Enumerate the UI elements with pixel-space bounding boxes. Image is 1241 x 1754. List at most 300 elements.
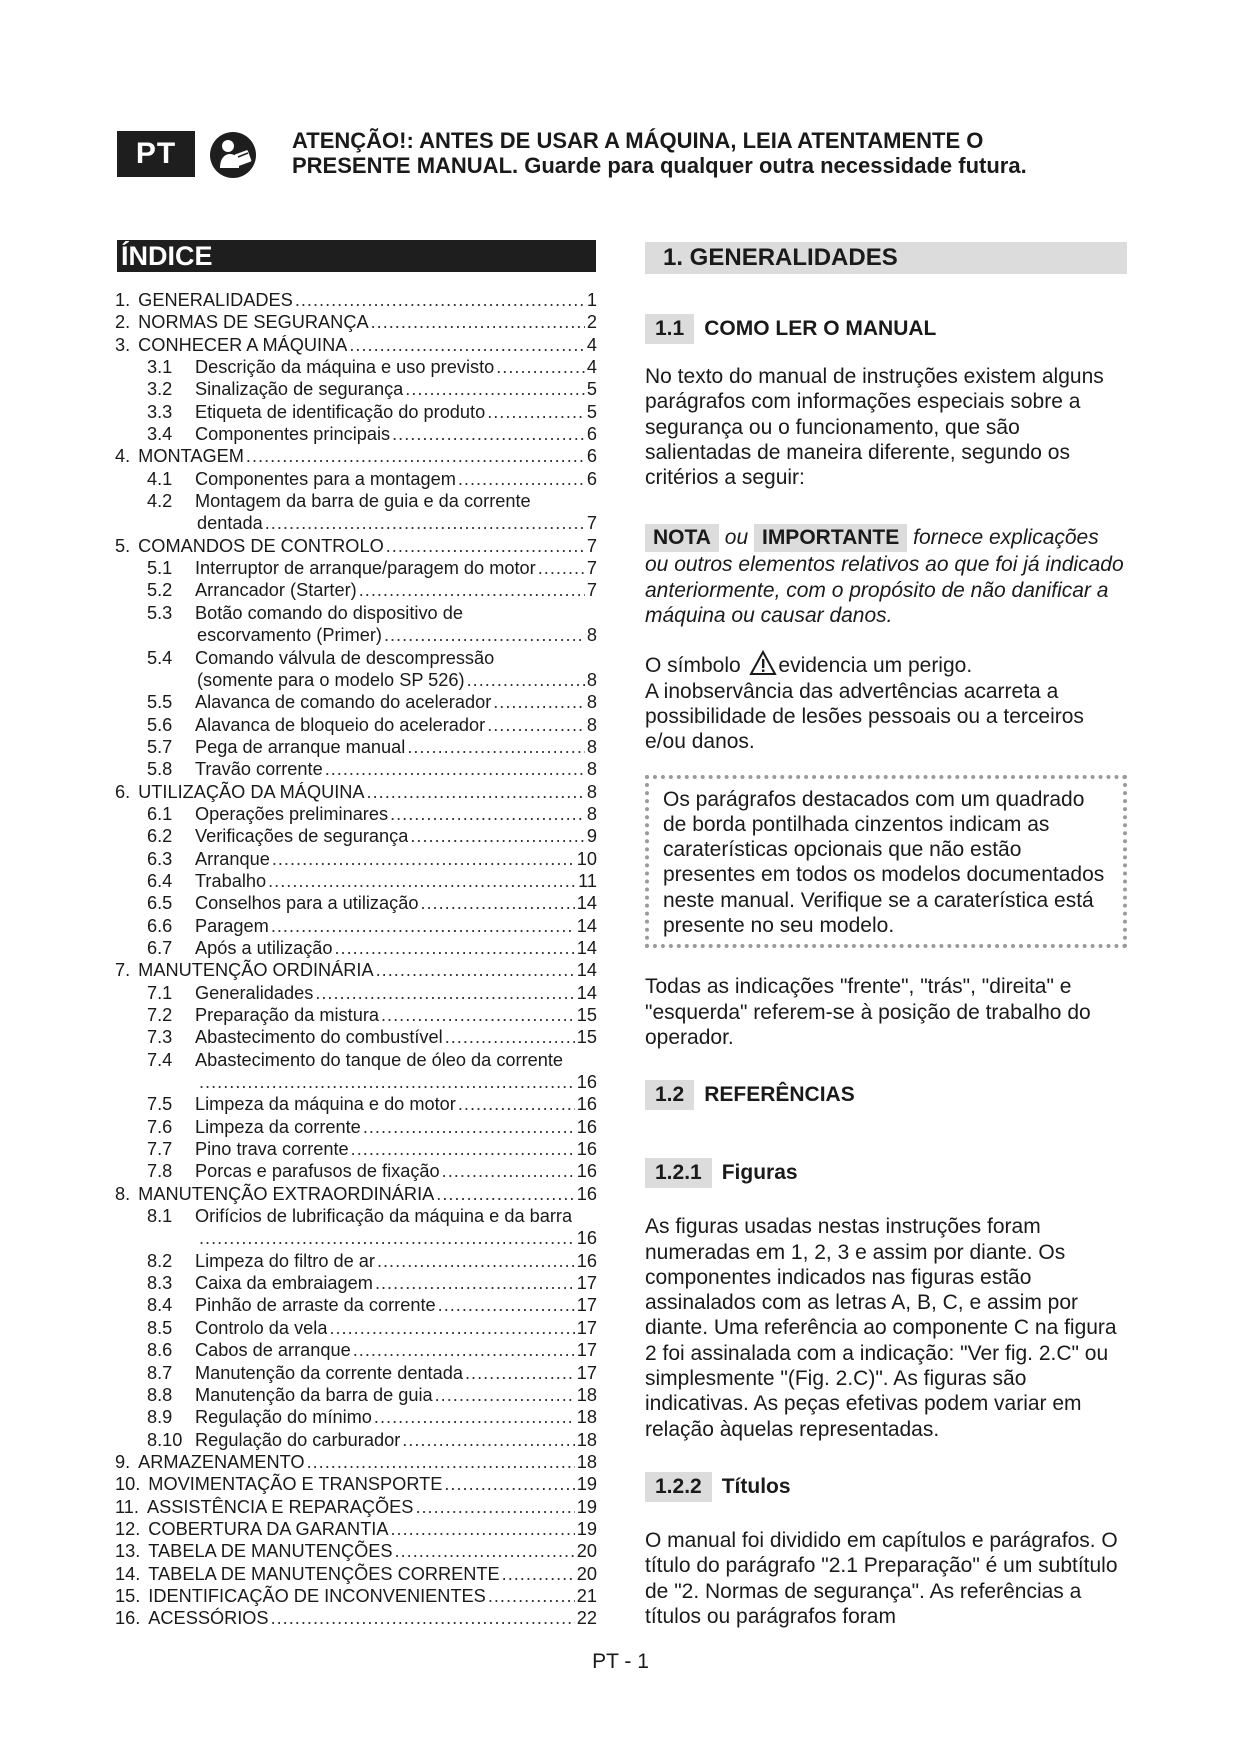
toc-entry-page: 5 — [586, 401, 597, 422]
toc-entry-number: 3.1 — [147, 357, 173, 378]
toc-leader-dots — [272, 848, 575, 870]
subsection-number: 1.2.1 — [645, 1158, 712, 1188]
subsection-title: Figuras — [721, 1161, 798, 1185]
toc-entry-title: Generalidades — [195, 982, 314, 1003]
toc-entry-number: 6.7 — [147, 937, 173, 958]
toc-leader-dots — [496, 356, 585, 378]
toc-entry — [115, 758, 597, 780]
toc-entry — [115, 1518, 597, 1540]
toc-entry-title: MONTAGEM — [138, 446, 244, 467]
toc-entry-number: 8.1 — [147, 1206, 173, 1227]
optional-feature-box — [645, 775, 1127, 949]
toc-entry-number: 8.8 — [147, 1384, 173, 1405]
toc-entry-number: 5.7 — [147, 736, 173, 757]
subsection-title: COMO LER O MANUAL — [704, 317, 937, 340]
toc-entry — [115, 781, 597, 803]
section-heading: 1. GENERALIDADES — [645, 242, 1127, 274]
toc-entry-number: 7.8 — [147, 1161, 173, 1182]
toc-entry-number: 8. — [115, 1183, 131, 1204]
toc-entry-page: 17 — [576, 1317, 597, 1338]
toc-entry-page: 14 — [576, 937, 597, 958]
toc-entry-title: Interruptor de arranque/paragem do motor — [195, 558, 536, 579]
toc-leader-dots — [410, 825, 585, 847]
toc-entry-title: Componentes principais — [195, 424, 391, 445]
toc-entry-page: 14 — [576, 982, 597, 1003]
subsection-heading-1-2 — [645, 1080, 1127, 1110]
toc-entry — [115, 401, 597, 423]
toc-entry-page: 16 — [576, 1250, 597, 1271]
toc-entry-page: 20 — [576, 1563, 597, 1584]
toc-entry-title: MANUTENÇÃO EXTRAORDINÁRIA — [138, 1183, 435, 1204]
toc-entry — [115, 602, 597, 624]
toc-entry — [115, 1026, 597, 1048]
toc-entry-title: Etiqueta de identificação do produto — [195, 401, 486, 422]
toc-leader-dots — [376, 959, 575, 981]
toc-entry-title: Cabos de arranque — [195, 1340, 351, 1361]
subsection-number: 1.1 — [645, 314, 694, 344]
toc-entry-number: 3.4 — [147, 424, 173, 445]
toc-leader-dots — [349, 334, 585, 356]
toc-leader-dots — [268, 870, 576, 892]
toc-entry-page: 22 — [576, 1608, 597, 1629]
toc-entry-number: 5.6 — [147, 714, 173, 735]
attention-line-1: ATENÇÃO!: ANTES DE USAR A MÁQUINA, LEIA ATENTAMENTE O — [292, 128, 984, 153]
toc-entry-page: 1 — [586, 290, 597, 310]
toc-entry-number: 7.7 — [147, 1139, 173, 1160]
toc-leader-dots — [391, 1518, 575, 1540]
symbol-text-before: O símbolo — [645, 654, 741, 678]
toc-entry — [115, 289, 597, 311]
toc-entry-number: 5.8 — [147, 759, 173, 780]
toc-entry-title: Pinhão de arraste da corrente — [195, 1295, 436, 1316]
toc-leader-dots — [363, 1116, 575, 1138]
toc-entry-title: Arrancador (Starter) — [195, 580, 357, 601]
toc-entry-title: Comando válvula de descompressão — [195, 647, 495, 668]
toc-entry — [115, 937, 597, 959]
toc-leader-dots — [465, 1362, 575, 1384]
toc-leader-dots — [458, 468, 585, 490]
subsection-heading-1-2-1 — [645, 1158, 1127, 1188]
toc-leader-dots — [359, 579, 585, 601]
toc-leader-dots — [445, 1026, 575, 1048]
toc-entry — [115, 1429, 597, 1451]
toc-entry-title: Operações preliminares — [195, 803, 389, 824]
toc-leader-dots — [487, 714, 585, 736]
toc-leader-dots — [487, 401, 585, 423]
paragraph-figures: As figuras usadas nestas instruções foram numeradas em 1, 2, 3 e assim por diante. Os componentes indicados nas figuras estão assinalados com as letras A, B, C, e assim por diante. Uma referência ao componente C na figura 2 foi assinalada com a indicação: "Ver fig. 2.C" ou simplesmente "(Fig. 2.C)". As figuras são indicativas. As peças efetivas podem variar em relação àquelas representadas. — [645, 1215, 1117, 1441]
toc-entry-title: Alavanca de bloqueio do acelerador — [195, 714, 486, 735]
toc-entry-number: 8.4 — [147, 1295, 173, 1316]
page-number: PT - 1 — [592, 1650, 649, 1673]
toc-entry — [115, 490, 597, 512]
toc-entry-title: TABELA DE MANUTENÇÕES — [148, 1541, 393, 1562]
toc-leader-dots — [374, 1406, 575, 1428]
toc-entry — [115, 1540, 597, 1562]
toc-entry-number: 5.5 — [147, 692, 173, 713]
toc-entry-title: ARMAZENAMENTO — [138, 1451, 305, 1472]
toc-leader-dots — [502, 1563, 575, 1585]
symbol-text-after: evidencia um perigo. — [778, 654, 973, 678]
toc-entry-page: 21 — [576, 1585, 597, 1606]
toc-entry-number: 8.2 — [147, 1250, 173, 1271]
importante-tag: IMPORTANTE — [754, 524, 907, 552]
toc-entry-title: Porcas e parafusos de fixação — [195, 1161, 440, 1182]
toc-entry-page: 16 — [576, 1072, 597, 1093]
toc-entry-title: Manutenção da corrente dentada — [195, 1362, 463, 1383]
attention-notice — [292, 128, 1122, 178]
toc-entry-title: Trabalho — [195, 870, 267, 891]
toc-leader-dots — [384, 624, 585, 646]
toc-entry-number: 6.2 — [147, 826, 173, 847]
toc-entry-number: 2. — [115, 312, 131, 333]
toc-entry-page: 19 — [576, 1518, 597, 1539]
toc-leader-dots — [415, 1496, 574, 1518]
toc-entry-title: Arranque — [195, 848, 270, 869]
toc-leader-dots — [435, 1384, 575, 1406]
toc-entry-number: 6.4 — [147, 870, 173, 891]
toc-entry-title: Controlo da vela — [195, 1317, 328, 1338]
toc-entry — [115, 1205, 597, 1227]
toc-entry — [115, 848, 597, 870]
toc-entry — [115, 445, 597, 467]
toc-leader-dots — [335, 937, 575, 959]
toc-entry-page: 17 — [576, 1340, 597, 1361]
toc-leader-dots — [381, 1004, 575, 1026]
toc-entry-page: 8 — [586, 736, 597, 757]
toc-entry-title: Abastecimento do tanque de óleo da corrente — [195, 1049, 564, 1070]
toc-leader-dots — [265, 512, 585, 534]
symbol-text-rest: A inobservância das advertências acarreta a possibilidade de lesões pessoais ou a terceiros e/ou danos. — [645, 679, 1084, 754]
toc-entry — [115, 535, 597, 557]
toc-entry — [115, 691, 597, 713]
toc-entry-title: Montagem da barra de guia e da corrente — [195, 491, 531, 512]
toc-entry-title: Orifícios de lubrificação da máquina e da barra — [195, 1206, 573, 1227]
toc-leader-dots — [402, 1429, 575, 1451]
toc-entry — [115, 423, 597, 445]
toc-entry-page: 8 — [586, 625, 597, 646]
toc-entry-page: 5 — [586, 379, 597, 400]
toc-entry — [115, 870, 597, 892]
toc-entry-title: CONHECER A MÁQUINA — [138, 334, 348, 355]
toc-entry-title: TABELA DE MANUTENÇÕES CORRENTE — [148, 1563, 500, 1584]
toc-leader-dots — [375, 1272, 575, 1294]
toc-entry-title: Pino trava corrente — [195, 1139, 349, 1160]
toc-entry — [115, 959, 597, 981]
toc-entry — [115, 378, 597, 400]
toc-entry-title: Abastecimento do combustível — [195, 1027, 443, 1048]
nota-tag: NOTA — [645, 524, 719, 552]
toc-entry-title: Travão corrente — [195, 759, 323, 780]
toc-entry — [115, 624, 597, 646]
toc-entry-title: Pega de arranque manual — [195, 736, 406, 757]
toc-entry-page: 17 — [576, 1273, 597, 1294]
toc-leader-dots — [407, 736, 585, 758]
toc-entry-number: 5.1 — [147, 558, 173, 579]
toc-leader-dots — [488, 1585, 575, 1607]
toc-entry — [115, 1116, 597, 1138]
toc-entry — [115, 1093, 597, 1115]
toc-entry-title: NORMAS DE SEGURANÇA — [138, 312, 369, 333]
toc-leader-dots — [307, 1451, 575, 1473]
toc-entry-page: 6 — [586, 468, 597, 489]
toc-entry-page: 8 — [586, 759, 597, 780]
toc-leader-dots — [395, 1540, 575, 1562]
subsection-title: Títulos — [721, 1474, 791, 1498]
toc-entry-number: 3. — [115, 334, 131, 355]
toc-entry-number: 3.3 — [147, 401, 173, 422]
toc-leader-dots — [467, 669, 585, 691]
toc-entry — [115, 334, 597, 356]
toc-entry-title: UTILIZAÇÃO DA MÁQUINA — [138, 781, 365, 802]
toc-entry-title: Alavanca de comando do acelerador — [195, 692, 492, 713]
toc-entry — [115, 1183, 597, 1205]
toc-entry-title: Componentes para a montagem — [195, 468, 456, 489]
toc-entry-title: Verificações de segurança — [195, 826, 409, 847]
toc-entry — [115, 1607, 597, 1629]
toc-entry — [115, 1071, 597, 1093]
paragraph-titles: O manual foi dividido em capítulos e parágrafos. O título do parágrafo "2.1 Preparação" é um subtítulo de "2. Normas de segurança". As referências a títulos ou parágrafos foram — [645, 1528, 1118, 1628]
toc-entry-page: 15 — [576, 1005, 597, 1025]
toc-entry — [115, 356, 597, 378]
toc-entry — [115, 803, 597, 825]
toc-entry-page: 16 — [576, 1116, 597, 1137]
toc-entry — [115, 1294, 597, 1316]
toc-entry-number: 12. — [115, 1518, 141, 1539]
toc-entry-number: 7.2 — [147, 1005, 173, 1025]
toc-leader-dots — [271, 1607, 575, 1629]
toc-entry-title: Conselhos para a utilização — [195, 893, 419, 914]
toc-entry — [115, 468, 597, 490]
toc-entry-number: 15. — [115, 1585, 141, 1606]
subsection-title: REFERÊNCIAS — [704, 1083, 855, 1107]
toc-entry-number: 4.1 — [147, 468, 173, 489]
warning-symbol-paragraph — [645, 650, 1127, 754]
toc-entry-title: Caixa da embraiagem — [195, 1273, 373, 1294]
toc-entry-title: GENERALIDADES — [138, 290, 293, 310]
toc-entry — [115, 669, 597, 691]
toc-entry-title: Limpeza do filtro de ar — [195, 1250, 375, 1271]
toc-entry-title: (somente para o modelo SP 526) — [197, 669, 465, 690]
toc-entry — [115, 1138, 597, 1160]
nota-text-rest: explicações ou outros elementos relativos ao que foi já indicado anteriormente, com o propósito de não danificar a máquina ou causar danos. — [645, 526, 1124, 628]
toc-entry-page: 7 — [586, 535, 597, 556]
toc-entry-page: 9 — [586, 826, 597, 847]
toc-entry — [115, 1004, 597, 1026]
toc-entry-number: 7.3 — [147, 1027, 173, 1048]
toc-entry-number: 16. — [115, 1608, 141, 1629]
nota-text-start: fornece — [913, 526, 984, 550]
toc-entry — [115, 1339, 597, 1361]
subsection-heading-1-1 — [645, 314, 1127, 344]
toc-entry — [115, 1496, 597, 1518]
toc-leader-dots — [420, 892, 574, 914]
toc-entry — [115, 1563, 597, 1585]
toc-entry-page: 14 — [576, 893, 597, 914]
toc-entry-page: 16 — [576, 1161, 597, 1182]
toc-entry-page: 10 — [576, 848, 597, 869]
toc-leader-dots — [390, 803, 585, 825]
toc-entry-number: 5.3 — [147, 602, 173, 623]
toc-entry-number: 8.6 — [147, 1340, 173, 1361]
toc-entry-number: 4.2 — [147, 491, 173, 512]
toc-entry-number: 4. — [115, 446, 131, 467]
toc-entry-title: Paragem — [195, 915, 269, 936]
toc-entry — [115, 736, 597, 758]
toc-entry — [115, 892, 597, 914]
toc-leader-dots — [199, 1071, 575, 1093]
toc-leader-dots — [353, 1339, 575, 1361]
toc-leader-dots — [458, 1093, 575, 1115]
toc-entry-number: 6.6 — [147, 915, 173, 936]
toc-entry-page: 18 — [576, 1429, 597, 1450]
toc-entry-number: 5.2 — [147, 580, 173, 601]
toc-entry-title: ACESSÓRIOS — [148, 1608, 269, 1629]
toc-entry — [115, 1362, 597, 1384]
toc-entry — [115, 714, 597, 736]
toc-entry — [115, 1384, 597, 1406]
toc-entry-title: Regulação do mínimo — [195, 1407, 372, 1428]
toc-entry-number: 7. — [115, 960, 131, 981]
toc-entry-page: 7 — [586, 558, 597, 579]
toc-entry-number: 5.4 — [147, 647, 173, 668]
toc-entry-page: 20 — [576, 1541, 597, 1562]
toc-entry-title: COBERTURA DA GARANTIA — [148, 1518, 389, 1539]
toc-leader-dots — [438, 1294, 575, 1316]
toc-entry — [115, 1250, 597, 1272]
toc-entry-number: 9. — [115, 1451, 131, 1472]
read-manual-icon — [208, 130, 258, 180]
toc-entry-page: 18 — [576, 1407, 597, 1428]
toc-entry — [115, 311, 597, 333]
toc-entry — [115, 647, 597, 669]
toc-entry-page: 19 — [576, 1496, 597, 1517]
toc-entry-number: 7.5 — [147, 1094, 173, 1115]
toc-entry-page: 4 — [586, 334, 597, 355]
toc-entry-title: Regulação do carburador — [195, 1429, 401, 1450]
toc-entry-page: 7 — [586, 513, 597, 534]
toc-entry-title: IDENTIFICAÇÃO DE INCONVENIENTES — [148, 1585, 486, 1606]
toc-entry-number: 1. — [115, 290, 131, 310]
toc-entry-number: 10. — [115, 1474, 141, 1495]
or-text: ou — [724, 526, 749, 550]
toc-entry — [115, 1160, 597, 1182]
toc-entry-number: 6. — [115, 781, 131, 802]
subsection-number: 1.2 — [645, 1080, 694, 1110]
toc-entry — [115, 1473, 597, 1495]
toc-entry-title: Após a utilização — [195, 937, 333, 958]
toc-entry-title: dentada — [197, 513, 263, 534]
toc-entry-page: 14 — [576, 915, 597, 936]
paragraph-how-to-read: No texto do manual de instruções existem alguns parágrafos com informações especiais sobre a segurança ou o funcionamento, que são salientadas de maneira diferente, segundo os critérios a seguir: — [645, 365, 1104, 490]
toc-entry — [115, 1317, 597, 1339]
toc-entry-number: 6.3 — [147, 848, 173, 869]
toc-entry-number: 8.9 — [147, 1407, 173, 1428]
toc-entry-title: Manutenção da barra de guia — [195, 1384, 433, 1405]
toc-entry-page: 19 — [576, 1474, 597, 1495]
attention-line-2: PRESENTE MANUAL. Guarde para qualquer outra necessidade futura. — [292, 153, 1027, 178]
toc-entry — [115, 1585, 597, 1607]
toc-entry-title: Preparação da mistura — [195, 1005, 379, 1025]
subsection-heading-1-2-2 — [645, 1472, 1127, 1502]
toc-leader-dots — [405, 378, 585, 400]
toc-leader-dots — [377, 1250, 575, 1272]
toc-entry — [115, 512, 597, 534]
toc-entry-page: 16 — [576, 1094, 597, 1115]
toc-leader-dots — [444, 1473, 574, 1495]
toc-entry-page: 6 — [586, 446, 597, 467]
toc-leader-dots — [367, 781, 585, 803]
toc-entry-title: MOVIMENTAÇÃO E TRANSPORTE — [148, 1474, 443, 1495]
toc-entry-page: 17 — [576, 1295, 597, 1316]
toc-entry — [115, 1227, 597, 1249]
toc-entry-page: 6 — [586, 424, 597, 445]
toc-entry-title: Descrição da máquina e uso previsto — [195, 357, 495, 378]
toc-entry-page: 17 — [576, 1362, 597, 1383]
toc-leader-dots — [329, 1317, 574, 1339]
index-title: ÍNDICE — [117, 240, 596, 272]
toc-leader-dots — [351, 1138, 575, 1160]
language-badge: PT — [117, 131, 195, 177]
toc-leader-dots — [325, 758, 585, 780]
toc-entry-page: 7 — [586, 580, 597, 601]
toc-leader-dots — [442, 1160, 575, 1182]
toc-entry — [115, 557, 597, 579]
toc-entry-number: 6.5 — [147, 893, 173, 914]
toc-entry — [115, 1406, 597, 1428]
toc-entry — [115, 1451, 597, 1473]
toc-entry-page: 18 — [576, 1451, 597, 1472]
toc-entry-number: 8.7 — [147, 1362, 173, 1383]
toc-leader-dots — [315, 982, 574, 1004]
toc-entry-page: 8 — [586, 669, 597, 690]
toc-entry-page: 15 — [576, 1027, 597, 1048]
toc-entry — [115, 915, 597, 937]
toc-entry-number: 13. — [115, 1541, 141, 1562]
toc-entry-page: 2 — [586, 312, 597, 333]
toc-entry-title: Botão comando do dispositivo de — [195, 602, 463, 623]
toc-entry-page: 4 — [586, 357, 597, 378]
toc-entry-page: 16 — [576, 1183, 597, 1204]
toc-entry-page: 14 — [576, 960, 597, 981]
toc-entry-number: 5. — [115, 535, 131, 556]
toc-leader-dots — [436, 1183, 575, 1205]
toc-entry-number: 7.1 — [147, 982, 173, 1003]
toc-entry — [115, 982, 597, 1004]
toc-entry — [115, 1272, 597, 1294]
toc-entry-number: 8.5 — [147, 1317, 173, 1338]
directions-paragraph: Todas as indicações "frente", "trás", "direita" e "esquerda" referem-se à posição de trabalho do operador. — [645, 975, 1091, 1049]
toc-entry-title: Limpeza da corrente — [195, 1116, 361, 1137]
subsection-number: 1.2.2 — [645, 1472, 712, 1502]
toc-entry-number: 7.6 — [147, 1116, 173, 1137]
toc-leader-dots — [295, 289, 585, 311]
toc-entry — [115, 825, 597, 847]
toc-leader-dots — [392, 423, 585, 445]
toc-leader-dots — [493, 691, 585, 713]
toc-entry-title: MANUTENÇÃO ORDINÁRIA — [138, 960, 374, 981]
toc-leader-dots — [246, 445, 585, 467]
toc-entry-number: 11. — [115, 1496, 139, 1517]
toc-entry-page: 16 — [576, 1228, 597, 1249]
toc-leader-dots — [199, 1227, 575, 1249]
toc-leader-dots — [386, 535, 585, 557]
toc-entry-number: 6.1 — [147, 803, 173, 824]
toc-entry-title: ASSISTÊNCIA E REPARAÇÕES — [146, 1496, 414, 1517]
toc-entry-number: 8.10 — [147, 1429, 183, 1450]
toc-entry-title: Limpeza da máquina e do motor — [195, 1094, 456, 1115]
warning-triangle-icon — [749, 650, 777, 676]
nota-paragraph — [645, 524, 1127, 628]
